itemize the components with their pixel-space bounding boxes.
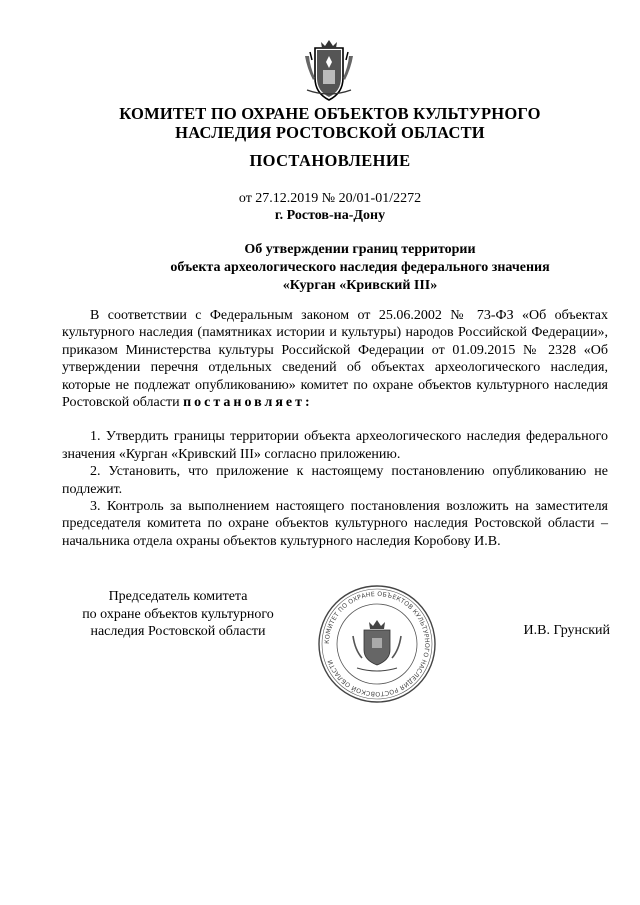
coat-of-arms-icon (301, 38, 357, 104)
org-line-2: НАСЛЕДИЯ РОСТОВСКОЙ ОБЛАСТИ (175, 123, 485, 142)
seal-outer-text: КОМИТЕТ ПО ОХРАНЕ ОБЪЕКТОВ КУЛЬТУРНОГО НАСЛЕДИЯ РОСТОВСКОЙ ОБЛАСТИ (323, 590, 431, 698)
city: г. Ростов-на-Дону (274, 208, 386, 223)
document-subject (110, 241, 610, 295)
signer-title-line-3: наследия Ростовской области (90, 624, 266, 639)
document-body (62, 307, 608, 550)
organization-name (60, 104, 600, 142)
list-item: 3. Контроль за выполнением настоящего постановления возложить на заместителя председателя комитета по охране объектов культурного наследия Ростовской области – начальника отдела охраны объектов культурного наследия Коробову И.В. (62, 499, 608, 549)
signer-name: И.В. Грунский (523, 623, 610, 638)
preamble-paragraph (62, 307, 608, 411)
signer-title-line-2: по охране объектов культурного (82, 606, 274, 622)
subject-line-3: «Курган «Кривский III» (282, 278, 438, 293)
document-type: ПОСТАНОВЛЕНИЕ (249, 151, 411, 170)
org-line-1: КОМИТЕТ ПО ОХРАНЕ ОБЪЕКТОВ КУЛЬТУРНОГО (119, 104, 541, 123)
list-item: 1. Утвердить границы территории объекта археологического наследия федерального значения «Курган «Кривский III» согласно приложению. (62, 429, 608, 462)
signer-title (60, 588, 296, 641)
decree-word: постановляет: (183, 395, 313, 411)
preamble-text: В соответствии с Федеральным законом от 25.06.2002 № 73-ФЗ «Об объектах культурного наследия (памятниках истории и культуры) народов Российской Федерации», приказом Министерства культуры Российской Федерации от 01.09.2015 № 2328 «Об утверждении перечня отдельных сведений об объектах археологического наследия, которые не подлежат опубликованию» комитет по охране объектов культурного наследия Ростовской области (62, 308, 608, 411)
date-and-number: от 27.12.2019 № 20/01-01/2272 (238, 191, 422, 206)
official-seal-icon (316, 582, 438, 706)
list-item: 2. Установить, что приложение к настоящему постановлению опубликованию не подлежит. (62, 464, 608, 497)
subject-line-2: объекта археологического наследия федерального значения (170, 260, 550, 275)
signer-title-line-1: Председатель комитета (108, 589, 248, 604)
subject-line-1: Об утверждении границ территории (244, 242, 476, 257)
